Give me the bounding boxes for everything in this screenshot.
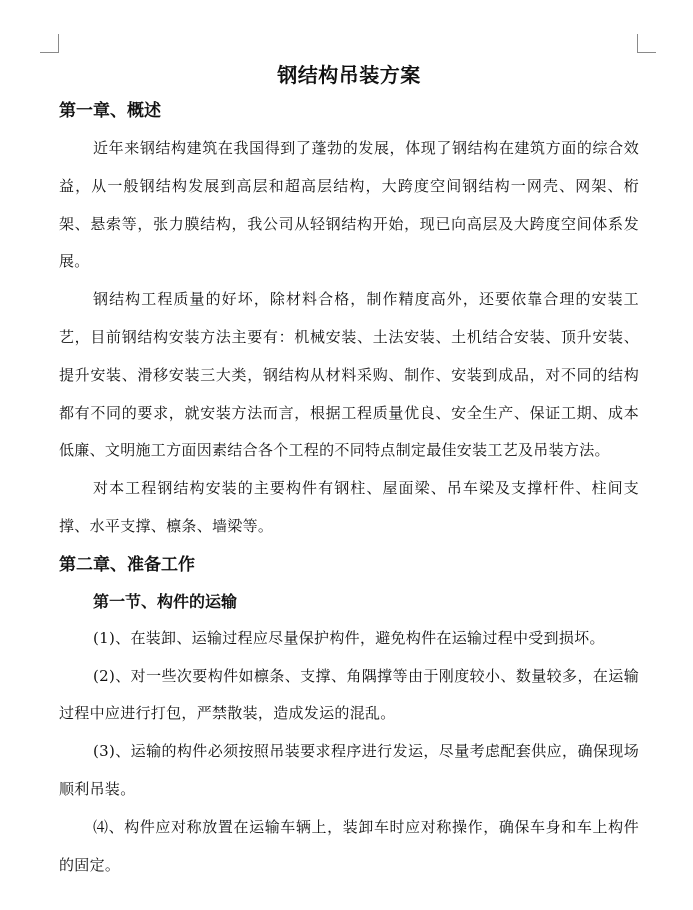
- document-title: 钢结构吊装方案: [277, 63, 421, 87]
- chapter2-heading: 第二章、准备工作: [59, 554, 195, 575]
- chapter1-heading: 第一章、概述: [59, 101, 161, 121]
- section1-item-4: ⑷、构件应对称放置在运输车辆上，装卸车时应对称操作，确保车身和车上构件的固定。: [59, 817, 639, 874]
- crop-mark-top-left-vertical: [58, 34, 59, 53]
- section1-heading: 第一节、构件的运输: [93, 591, 238, 611]
- document-page: [59, 58, 639, 884]
- chapter1-paragraph-2: 钢结构工程质量的好坏，除材料合格，制作精度高外，还要依靠合理的安装工艺，目前钢结构安装方法主要有：机械安装、土法安装、土机结合安装、顶升安装、提升安装、滑移安装三大类，钢结构从材料采购、制作、安装到成品，对不同的结构都有不同的要求，就安装方法而言，根据工程质量优良、安全生产、保证工期、成本低廉、文明施工方面因素结合各个工程的不同特点制定最佳安装工艺及吊装方法。: [59, 290, 639, 460]
- section1-item-3: (3)、运输的构件必须按照吊装要求程序进行发运，尽量考虑配套供应，确保现场顺利吊装。: [59, 742, 639, 798]
- section1-item-1: (1)、在装卸、运输过程应尽量保护构件，避免构件在运输过程中受到损坏。: [93, 628, 605, 647]
- section1-item-2: (2)、对一些次要构件如檩条、支撑、角隅撑等由于刚度较小、数量较多，在运输过程中应进行打包，严禁散装，造成发运的混乱。: [59, 666, 639, 723]
- chapter1-paragraph-1: 近年来钢结构建筑在我国得到了蓬勃的发展，体现了钢结构在建筑方面的综合效益，从一般钢结构发展到高层和超高层结构，大跨度空间钢结构一网壳、网架、桁架、悬索等，张力膜结构，我公司从轻钢结构开始，现已向高层及大跨度空间体系发展。: [59, 139, 639, 271]
- crop-mark-top-left-horizontal: [40, 52, 59, 53]
- crop-mark-top-right-vertical: [637, 34, 638, 53]
- crop-mark-top-right-horizontal: [637, 52, 656, 53]
- chapter1-paragraph-3: 对本工程钢结构安装的主要构件有钢柱、屋面梁、吊车梁及支撑杆件、柱间支撑、水平支撑、檩条、墙梁等。: [59, 479, 639, 535]
